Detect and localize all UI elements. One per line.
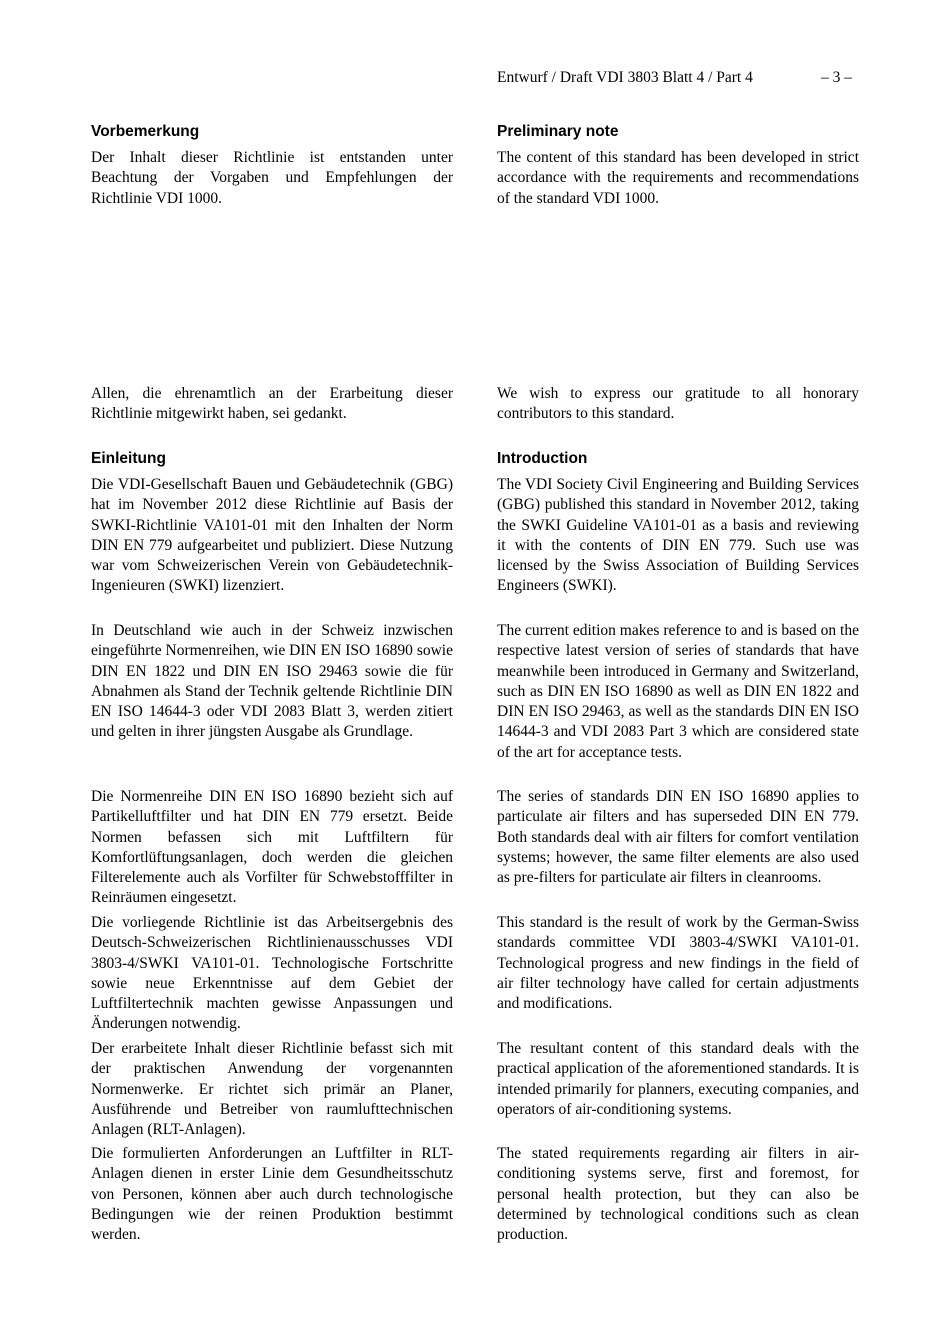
german-paragraph-3: Die Normenreihe DIN EN ISO 16890 bezieht sich auf Partikelluftfilter und hat DIN EN 779 ersetzt. Beide Normen befassen sich mit Luftfiltern für Komfortlüftungsanlagen, doch werden die gleichen Filterelemente auch als Vorfilter für Schwebstofffilter in Reinräumen eingesetzt. [91,788,453,907]
page-number: – 3 – [821,69,852,86]
running-header-title: Entwurf / Draft VDI 3803 Blatt 4 / Part 4 [497,69,753,86]
english-paragraph-3: The series of standards DIN EN ISO 16890 applies to particulate air filters and has superseded DIN EN 779. Both standards deal with air filters for comfort ventilation systems; however, the same filter elements are also used as pre-filters for particulate air filters in cleanrooms. [497,788,859,887]
german-intro-section [91,449,453,469]
english-paragraph-1: The VDI Society Civil Engineering and Building Services (GBG) published this standard in November 2012, taking the SWKI Guideline VA101-01 as a basis and reviewing it with the contents of DIN EN 779. Such use was licensed by the Swiss Association of Building Services Engineers (SWKI). [497,476,859,595]
english-thanks: We wish to express our gratitude to all honorary contributors to this standard. [497,385,859,423]
english-prelim-heading: Preliminary note [497,123,619,140]
english-prelim-text: The content of this standard has been developed in strict accordance with the requirements and recommendations of the standard VDI 1000. [497,149,859,207]
german-paragraph-6: Die formulierten Anforderungen an Luftfilter in RLT-Anlagen dienen in erster Linie dem Gesundheitsschutz von Personen, können aber auch durch technologische Bedingungen wie der reinen Produktion bestimmt werden. [91,1145,453,1244]
german-prelim-text: Der Inhalt dieser Richtlinie ist entstanden unter Beachtung der Vorgaben und Empfehlungen der Richtlinie VDI 1000. [91,149,453,207]
english-intro-heading: Introduction [497,450,588,467]
english-intro-section [497,449,859,469]
german-paragraph-2: In Deutschland wie auch in der Schweiz inzwischen eingeführte Normenreihen, wie DIN EN ISO 16890 sowie DIN EN 1822 und DIN EN ISO 29463 sowie die für Abnahmen als Stand der Technik geltende Richtlinie DIN EN ISO 14644-3 oder VDI 2083 Blatt 3, werden zitiert und gelten in ihrer jüngsten Ausgabe als Grundlage. [91,622,453,741]
german-paragraph-4: Die vorliegende Richtlinie ist das Arbeitsergebnis des Deutsch-Schweizerischen Richtlinienausschusses VDI 3803-4/SWKI VA101-01. Technologische Fortschritte sowie neue Erkenntnisse auf dem Gebiet der Luftfiltertechnik machten gewisse Anpassungen und Änderungen notwendig. [91,914,453,1033]
english-paragraph-5: The resultant content of this standard deals with the practical application of the aforementioned standards. It is intended primarily for planners, executing companies, and operators of air-conditioning systems. [497,1040,859,1118]
german-prelim-heading: Vorbemerkung [91,123,200,140]
german-paragraph-5: Der erarbeitete Inhalt dieser Richtlinie befasst sich mit der praktischen Anwendung der vorgenannten Normenwerke. Er richtet sich primär an Planer, Ausführende und Betreiber von raumlufttechnischen Anlagen (RLT-Anlagen). [91,1040,453,1139]
german-paragraph-1: Die VDI-Gesellschaft Bauen und Gebäudetechnik (GBG) hat im November 2012 diese Richtlinie auf Basis der SWKI-Richtlinie VA101-01 mit den Inhalten der Norm DIN EN 779 aufgearbeitet und publiziert. Diese Nutzung war vom Schweizerischen Verein von Gebäudetechnik-Ingenieuren (SWKI) lizenziert. [91,476,453,595]
german-intro-heading: Einleitung [91,450,166,467]
german-prelim-section [91,122,453,209]
english-prelim-section [497,122,859,209]
english-paragraph-2: The current edition makes reference to and is based on the respective latest version of series of standards that have meanwhile been introduced in Germany and Switzerland, such as DIN EN ISO 16890 as well as DIN EN 1822 and DIN EN ISO 29463, as well as the standards DIN EN ISO 14644-3 and VDI 2083 Part 3 which are considered state of the art for acceptance tests. [497,622,859,761]
english-paragraph-6: The stated requirements regarding air filters in air-conditioning systems serve, first and foremost, for personal health protection, but they can also be determined by technological conditions such as clean production. [497,1145,859,1244]
german-thanks: Allen, die ehrenamtlich an der Erarbeitung dieser Richtlinie mitgewirkt haben, sei gedankt. [91,385,453,423]
english-paragraph-4: This standard is the result of work by the German-Swiss standards committee VDI 3803-4/SWKI VA101-01. Technological progress and new findings in the field of air filter technology have called for certain adjustments and modifications. [497,914,859,1013]
